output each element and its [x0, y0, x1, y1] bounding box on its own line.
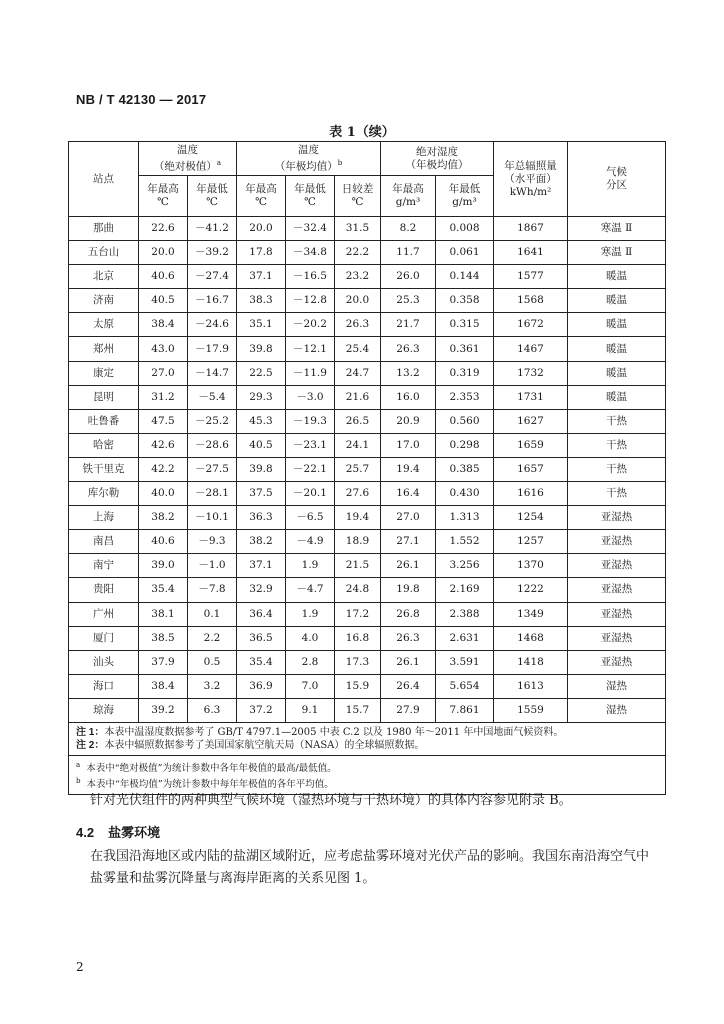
table-row [69, 506, 666, 530]
subheader-hum-max: 年最高 g/m³ [381, 176, 436, 217]
value-cell: 38.3 [237, 289, 286, 313]
value-cell: 36.4 [237, 602, 286, 626]
table-row [69, 602, 666, 626]
value-cell: 26.8 [381, 602, 436, 626]
table-row [69, 530, 666, 554]
value-cell: 2.631 [436, 626, 494, 650]
value-cell: 0.430 [436, 482, 494, 506]
value-cell: 16.4 [381, 482, 436, 506]
station-name-cell: 贵阳 [69, 578, 139, 602]
value-cell: 7.0 [286, 674, 335, 698]
station-name-cell: 铁干里克 [69, 457, 139, 481]
value-cell: 38.4 [139, 313, 188, 337]
climate-zone-cell: 干热 [568, 482, 666, 506]
value-cell: －5.4 [188, 385, 237, 409]
value-cell: 19.4 [335, 506, 381, 530]
table-notes [69, 722, 666, 755]
value-cell: －1.0 [188, 554, 237, 578]
value-cell: 40.5 [139, 289, 188, 313]
subheader-hum-min: 年最低 g/m³ [436, 176, 494, 217]
value-cell: 0.1 [188, 602, 237, 626]
climate-zone-cell: 暖温 [568, 385, 666, 409]
value-cell: 0.358 [436, 289, 494, 313]
note-1: 注 1：本表中温湿度数据参考了 GB/T 4797.1—2005 中表 C.2 以及 1980 年～2011 年中国地面气候资料。 [76, 726, 564, 738]
value-cell: 15.7 [335, 698, 381, 722]
value-cell: 35.4 [139, 578, 188, 602]
climate-zone-cell: 寒温 Ⅱ [568, 217, 666, 241]
value-cell: 1641 [494, 241, 568, 265]
value-cell: 25.3 [381, 289, 436, 313]
subheader-daily-diff: 日较差 ℃ [335, 176, 381, 217]
value-cell: 1731 [494, 385, 568, 409]
station-name-cell: 厦门 [69, 626, 139, 650]
value-cell: －11.9 [286, 361, 335, 385]
value-cell: 40.5 [237, 433, 286, 457]
value-cell: 24.8 [335, 578, 381, 602]
value-cell: 39.8 [237, 457, 286, 481]
header-station: 站点 [69, 142, 139, 217]
value-cell: －39.2 [188, 241, 237, 265]
value-cell: 36.5 [237, 626, 286, 650]
value-cell: 1468 [494, 626, 568, 650]
climate-zone-cell: 湿热 [568, 698, 666, 722]
value-cell: 1.313 [436, 506, 494, 530]
value-cell: 1.552 [436, 530, 494, 554]
value-cell: －20.1 [286, 482, 335, 506]
value-cell: 1559 [494, 698, 568, 722]
table-row [69, 482, 666, 506]
value-cell: 0.361 [436, 337, 494, 361]
value-cell: －32.4 [286, 217, 335, 241]
value-cell: 1467 [494, 337, 568, 361]
value-cell: －23.1 [286, 433, 335, 457]
climate-zone-cell: 亚湿热 [568, 578, 666, 602]
station-name-cell: 吐鲁番 [69, 409, 139, 433]
value-cell: 13.2 [381, 361, 436, 385]
value-cell: 23.2 [335, 265, 381, 289]
page-number: 2 [76, 960, 84, 974]
climate-zone-cell: 干热 [568, 409, 666, 433]
climate-zone-cell: 亚湿热 [568, 650, 666, 674]
value-cell: 21.7 [381, 313, 436, 337]
value-cell: －19.3 [286, 409, 335, 433]
document-code-header: NB / T 42130 — 2017 [76, 92, 207, 107]
value-cell: 0.319 [436, 361, 494, 385]
value-cell: －22.1 [286, 457, 335, 481]
value-cell: 37.1 [237, 554, 286, 578]
value-cell: 43.0 [139, 337, 188, 361]
climate-zone-cell: 干热 [568, 457, 666, 481]
value-cell: 21.5 [335, 554, 381, 578]
table-title: 表 1（续） [329, 125, 395, 140]
value-cell: 27.0 [381, 506, 436, 530]
value-cell: 1732 [494, 361, 568, 385]
value-cell: 24.1 [335, 433, 381, 457]
value-cell: 0.298 [436, 433, 494, 457]
value-cell: －28.6 [188, 433, 237, 457]
table-footnotes [69, 755, 666, 794]
station-name-cell: 库尔勒 [69, 482, 139, 506]
value-cell: 20.0 [139, 241, 188, 265]
value-cell: 2.8 [286, 650, 335, 674]
value-cell: 20.9 [381, 409, 436, 433]
value-cell: 0.061 [436, 241, 494, 265]
header-temp-average: 温度 （年极均值）$^b$ [237, 142, 381, 176]
value-cell: 17.0 [381, 433, 436, 457]
value-cell: 0.5 [188, 650, 237, 674]
value-cell: －25.2 [188, 409, 237, 433]
value-cell: 31.5 [335, 217, 381, 241]
station-name-cell: 五台山 [69, 241, 139, 265]
value-cell: 0.008 [436, 217, 494, 241]
climate-zone-cell: 亚湿热 [568, 554, 666, 578]
paragraph-salt-spray: 在我国沿海地区或内陆的盐湖区域附近，应考虑盐雾环境对光伏产品的影响。我国东南沿海空气中盐雾量和盐雾沉降量与离海岸距离的关系见图 1。 [90, 849, 650, 886]
value-cell: 1672 [494, 313, 568, 337]
value-cell: 7.861 [436, 698, 494, 722]
subheader-avg-min: 年最低 ℃ [286, 176, 335, 217]
value-cell: 3.256 [436, 554, 494, 578]
value-cell: 1568 [494, 289, 568, 313]
value-cell: 1222 [494, 578, 568, 602]
value-cell: 16.0 [381, 385, 436, 409]
climate-zone-cell: 暖温 [568, 289, 666, 313]
table-row [69, 385, 666, 409]
value-cell: 39.2 [139, 698, 188, 722]
value-cell: 26.4 [381, 674, 436, 698]
value-cell: －7.8 [188, 578, 237, 602]
value-cell: 22.5 [237, 361, 286, 385]
station-name-cell: 琼海 [69, 698, 139, 722]
value-cell: －20.2 [286, 313, 335, 337]
value-cell: 16.8 [335, 626, 381, 650]
value-cell: 26.3 [381, 626, 436, 650]
subheader-avg-max: 年最高 ℃ [237, 176, 286, 217]
value-cell: 38.5 [139, 626, 188, 650]
value-cell: 1659 [494, 433, 568, 457]
value-cell: 40.6 [139, 530, 188, 554]
value-cell: 42.2 [139, 457, 188, 481]
value-cell: 0.144 [436, 265, 494, 289]
value-cell: 6.3 [188, 698, 237, 722]
table-row [69, 578, 666, 602]
table-row [69, 361, 666, 385]
value-cell: 22.2 [335, 241, 381, 265]
climate-data-table [68, 141, 666, 795]
value-cell: 37.1 [237, 265, 286, 289]
value-cell: 22.6 [139, 217, 188, 241]
value-cell: 29.3 [237, 385, 286, 409]
value-cell: 17.3 [335, 650, 381, 674]
value-cell: 21.6 [335, 385, 381, 409]
value-cell: 37.5 [237, 482, 286, 506]
value-cell: 27.9 [381, 698, 436, 722]
station-name-cell: 哈密 [69, 433, 139, 457]
value-cell: －3.0 [286, 385, 335, 409]
value-cell: 20.0 [237, 217, 286, 241]
value-cell: 1418 [494, 650, 568, 674]
table-row [69, 337, 666, 361]
value-cell: 32.9 [237, 578, 286, 602]
station-name-cell: 南昌 [69, 530, 139, 554]
station-name-cell: 广州 [69, 602, 139, 626]
value-cell: －16.5 [286, 265, 335, 289]
value-cell: 31.2 [139, 385, 188, 409]
table-row [69, 289, 666, 313]
value-cell: 1.9 [286, 554, 335, 578]
value-cell: 4.0 [286, 626, 335, 650]
value-cell: 1616 [494, 482, 568, 506]
value-cell: 1613 [494, 674, 568, 698]
value-cell: －41.2 [188, 217, 237, 241]
footnote-b: $^b$ 本表中“年极均值”为统计参数中每年年极值的各年平均值。 [76, 777, 334, 791]
value-cell: －17.9 [188, 337, 237, 361]
value-cell: 40.0 [139, 482, 188, 506]
table-row [69, 409, 666, 433]
climate-zone-cell: 暖温 [568, 313, 666, 337]
climate-zone-cell: 暖温 [568, 337, 666, 361]
value-cell: 3.591 [436, 650, 494, 674]
value-cell: 1.9 [286, 602, 335, 626]
footnote-a: $^a$ 本表中“绝对极值”为统计参数中各年年极值的最高/最低值。 [76, 760, 337, 775]
climate-zone-cell: 亚湿热 [568, 530, 666, 554]
value-cell: 5.654 [436, 674, 494, 698]
value-cell: 26.1 [381, 650, 436, 674]
table-row [69, 265, 666, 289]
table-row [69, 650, 666, 674]
value-cell: －12.8 [286, 289, 335, 313]
value-cell: 24.7 [335, 361, 381, 385]
value-cell: 26.1 [381, 554, 436, 578]
climate-zone-cell: 寒温 Ⅱ [568, 241, 666, 265]
value-cell: 36.3 [237, 506, 286, 530]
station-name-cell: 太原 [69, 313, 139, 337]
value-cell: 0.385 [436, 457, 494, 481]
value-cell: －10.1 [188, 506, 237, 530]
climate-zone-cell: 暖温 [568, 265, 666, 289]
value-cell: －4.9 [286, 530, 335, 554]
value-cell: －24.6 [188, 313, 237, 337]
table-row [69, 554, 666, 578]
table-row [69, 698, 666, 722]
value-cell: －12.1 [286, 337, 335, 361]
climate-zone-cell: 亚湿热 [568, 506, 666, 530]
value-cell: 45.3 [237, 409, 286, 433]
value-cell: 2.2 [188, 626, 237, 650]
value-cell: 15.9 [335, 674, 381, 698]
value-cell: 26.5 [335, 409, 381, 433]
table-row [69, 241, 666, 265]
value-cell: －27.4 [188, 265, 237, 289]
value-cell: 1867 [494, 217, 568, 241]
header-climate-zone: 气候 分区 [568, 142, 666, 217]
paragraph-appendix-reference: 针对光伏组件的两种典型气候环境（湿热环境与干热环境）的具体内容参见附录 B。 [90, 793, 572, 808]
table-row [69, 217, 666, 241]
value-cell: 3.2 [188, 674, 237, 698]
value-cell: 27.0 [139, 361, 188, 385]
header-radiation: 年总辐照量 （水平面） kWh/m² [494, 142, 568, 217]
value-cell: 27.1 [381, 530, 436, 554]
value-cell: 0.560 [436, 409, 494, 433]
value-cell: 25.7 [335, 457, 381, 481]
value-cell: 26.0 [381, 265, 436, 289]
station-name-cell: 济南 [69, 289, 139, 313]
value-cell: 17.2 [335, 602, 381, 626]
table-row [69, 313, 666, 337]
header-temp-absolute: 温度 （绝对极值）$^a$ [139, 142, 237, 176]
station-name-cell: 康定 [69, 361, 139, 385]
value-cell: －16.7 [188, 289, 237, 313]
subheader-abs-max: 年最高 ℃ [139, 176, 188, 217]
station-name-cell: 北京 [69, 265, 139, 289]
value-cell: 1370 [494, 554, 568, 578]
value-cell: 0.315 [436, 313, 494, 337]
value-cell: 20.0 [335, 289, 381, 313]
value-cell: 42.6 [139, 433, 188, 457]
climate-zone-cell: 干热 [568, 433, 666, 457]
value-cell: 38.2 [237, 530, 286, 554]
table-row [69, 433, 666, 457]
station-name-cell: 上海 [69, 506, 139, 530]
value-cell: －28.1 [188, 482, 237, 506]
value-cell: －34.8 [286, 241, 335, 265]
value-cell: －27.5 [188, 457, 237, 481]
section-number: 4.2 [76, 825, 95, 840]
value-cell: 2.353 [436, 385, 494, 409]
subheader-abs-min: 年最低 ℃ [188, 176, 237, 217]
value-cell: 37.2 [237, 698, 286, 722]
value-cell: 38.4 [139, 674, 188, 698]
value-cell: 39.8 [237, 337, 286, 361]
station-name-cell: 海口 [69, 674, 139, 698]
value-cell: 40.6 [139, 265, 188, 289]
value-cell: 47.5 [139, 409, 188, 433]
station-name-cell: 那曲 [69, 217, 139, 241]
value-cell: 1577 [494, 265, 568, 289]
station-name-cell: 郑州 [69, 337, 139, 361]
value-cell: －14.7 [188, 361, 237, 385]
table-row [69, 626, 666, 650]
value-cell: 27.6 [335, 482, 381, 506]
value-cell: 38.2 [139, 506, 188, 530]
value-cell: 26.3 [335, 313, 381, 337]
value-cell: 18.9 [335, 530, 381, 554]
value-cell: 35.1 [237, 313, 286, 337]
value-cell: 19.4 [381, 457, 436, 481]
value-cell: 1657 [494, 457, 568, 481]
climate-zone-cell: 暖温 [568, 361, 666, 385]
value-cell: 1254 [494, 506, 568, 530]
station-name-cell: 汕头 [69, 650, 139, 674]
climate-zone-cell: 亚湿热 [568, 626, 666, 650]
station-name-cell: 昆明 [69, 385, 139, 409]
value-cell: 9.1 [286, 698, 335, 722]
value-cell: 1257 [494, 530, 568, 554]
value-cell: 37.9 [139, 650, 188, 674]
value-cell: 25.4 [335, 337, 381, 361]
table-row [69, 457, 666, 481]
value-cell: 2.388 [436, 602, 494, 626]
header-humidity: 绝对湿度 （年极均值） [381, 142, 494, 176]
table-row [69, 674, 666, 698]
climate-zone-cell: 亚湿热 [568, 602, 666, 626]
value-cell: －4.7 [286, 578, 335, 602]
value-cell: 11.7 [381, 241, 436, 265]
climate-zone-cell: 湿热 [568, 674, 666, 698]
value-cell: 39.0 [139, 554, 188, 578]
value-cell: 17.8 [237, 241, 286, 265]
note-2: 注 2：本表中辐照数据参考了美国国家航空航天局（NASA）的全球辐照数据。 [76, 739, 425, 751]
value-cell: 35.4 [237, 650, 286, 674]
value-cell: 2.169 [436, 578, 494, 602]
section-title: 盐雾环境 [108, 826, 161, 841]
value-cell: －9.3 [188, 530, 237, 554]
value-cell: 1627 [494, 409, 568, 433]
value-cell: 8.2 [381, 217, 436, 241]
value-cell: 38.1 [139, 602, 188, 626]
value-cell: 19.8 [381, 578, 436, 602]
section-heading [76, 822, 160, 841]
value-cell: －6.5 [286, 506, 335, 530]
station-name-cell: 南宁 [69, 554, 139, 578]
value-cell: 26.3 [381, 337, 436, 361]
value-cell: 1349 [494, 602, 568, 626]
value-cell: 36.9 [237, 674, 286, 698]
